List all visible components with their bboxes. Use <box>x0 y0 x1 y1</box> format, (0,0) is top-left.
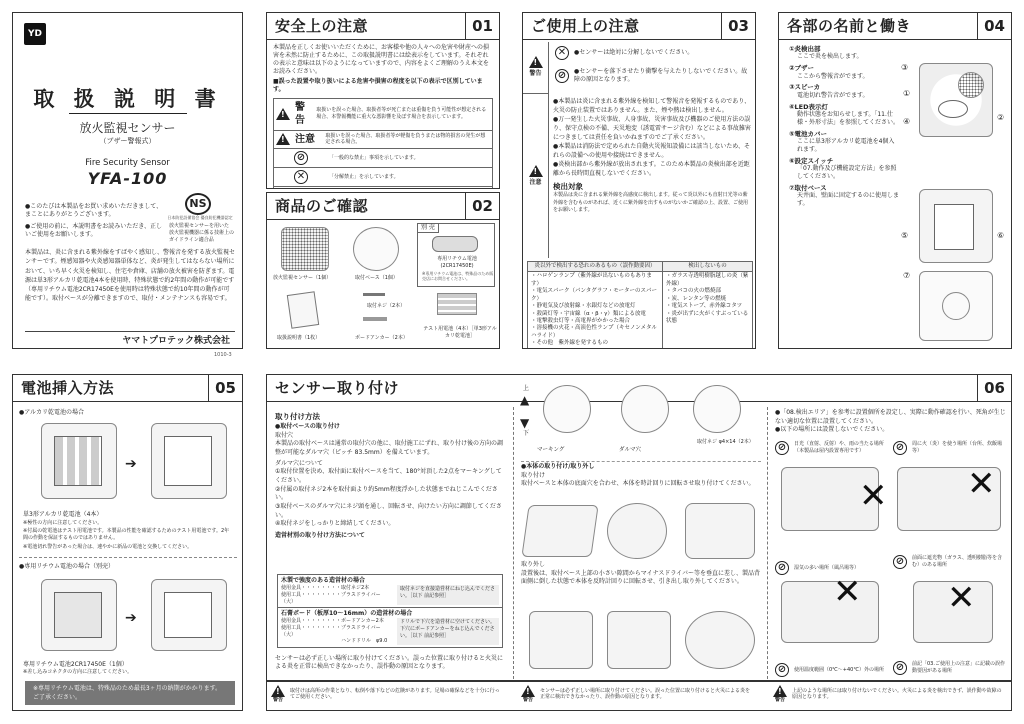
attach-illustration-1 <box>521 505 598 557</box>
part-name: ⑤電池カバー <box>789 129 828 138</box>
prohibit-icon: ⊘ <box>775 663 789 677</box>
warning-label: 警告 <box>774 697 785 703</box>
lithium-lead-time-banner: ※専用リチウム電池は、特殊品のため最長3ヶ月の納期がかかります。ご了承ください。 <box>25 681 235 705</box>
base-mount-heading: ●取付ベースの取り付け <box>275 422 340 430</box>
false-trigger-item: ・溶接機の火花・高演色性ランプ（キセノンメタルハライド） <box>531 325 658 339</box>
gypsum-drill: ハンドドリル φ9.0 <box>341 638 388 645</box>
prohibit-icon: ⊘ <box>893 555 907 569</box>
caution-item-1: ●本製品は炎に含まれる紫外線を検知して警報音を発報するものであり、火災の防止装置ではありません。また、煙や熱は検出しません。 <box>553 98 751 114</box>
cover-panel <box>12 12 243 349</box>
part-name: ③スピーカ <box>789 83 821 92</box>
attach-heading: 取り付け <box>521 471 546 479</box>
footer-warning-1: 取付けは高所の作業となり、転倒や落下などの危険があります。足場の確保などを十分に行ってご使用ください。 <box>290 687 500 701</box>
lithium-note: ※差し込みコネクタの方向に注意してください。 <box>23 669 133 675</box>
alkaline-open-illustration <box>41 423 117 499</box>
optional-label: 別 売 <box>418 224 439 233</box>
footer-warning-3: 上記のような場所には取り付けないでください。火災による炎を検出できず、誤作動や故障の原因となります。 <box>792 687 1002 701</box>
screw-label: 取付ネジ（2本） <box>367 303 406 309</box>
manual-illustration <box>287 291 319 329</box>
section-number: 05 <box>208 375 242 401</box>
section-title: 安全上の注意 <box>275 16 369 35</box>
false-trigger-item: ・電撃殺虫灯等・高電界がかかった場合 <box>531 317 631 324</box>
warning-icon <box>529 56 543 68</box>
bathroom-scene-illustration <box>781 581 879 643</box>
manual-label: 取扱説明書（1枚） <box>277 335 321 341</box>
false-trigger-item: ・静電気及び放射線・水銀灯などの放電灯 <box>531 303 636 310</box>
product-subtitle: （ブザー警報式） <box>99 137 156 145</box>
model-number: YFA-100 <box>87 169 168 188</box>
sensor-back-illustration <box>919 189 993 263</box>
parts-panel <box>778 12 1012 349</box>
detection-table <box>527 261 753 349</box>
test-battery-label: テスト用電池（4本）［単3形アルカリ乾電池］ <box>423 326 497 339</box>
warning-icon <box>271 685 285 697</box>
no-disassemble-icon: ✕ <box>555 46 569 60</box>
warning-item-2: ●センサーを落下させたり衝撃を与えたりしないでください。故障の原因となります。 <box>574 68 748 84</box>
english-name: Fire Security Sensor <box>85 158 170 168</box>
false-trigger-item: ・殺菌灯等・宇宙線（α・β・γ）類による放電 <box>531 310 646 317</box>
warning-item-1: ●センサーは絶対に分解しないでください。 <box>574 48 694 56</box>
product-name: 放火監視センサー <box>79 121 176 135</box>
daruma-hole-label: ダルマ穴 <box>619 447 642 453</box>
section-number: 03 <box>721 13 755 39</box>
remove-illustration-3 <box>685 611 755 669</box>
screw-spec-label: 取付ネジ φ4×14（2本） <box>697 439 754 445</box>
no-disassemble-definition: 「分解禁止」を示しています。 <box>329 173 399 180</box>
safety-panel <box>266 12 500 189</box>
brand-logo: YD <box>24 23 46 45</box>
not-detected-item: ・ガラス寺透明樹脂越しの炎（紫外線） <box>666 273 749 287</box>
not-detected-item: ・炭、レンタン等の燃焼 <box>666 295 727 302</box>
warning-label: 警告 <box>522 697 533 703</box>
prohibit-icon: ⊘ <box>893 661 907 675</box>
alkaline-closed-illustration <box>151 423 227 499</box>
caution-label: 注意 <box>529 178 542 186</box>
gypsum-tool: 使用工具・・・・・・・・プラスドライバー（大） <box>281 624 381 638</box>
base-step-3-illustration <box>693 385 741 433</box>
prohibit-icon: ⊘ <box>294 151 308 165</box>
footer-warning-2: センサーは必ず正しい場所に取り付けてください。誤った位置に取り付けると火災による炎を正常に検出できなかったり、誤作動の原因となります。 <box>540 687 751 701</box>
part-name: ⑥設定スイッチ <box>789 156 834 165</box>
daruma-heading: ダルマ穴について <box>275 459 323 467</box>
false-trigger-header: 炎以外で検出する恐れのあるもの（誤作動要因） <box>528 262 663 272</box>
attach-illustration-2 <box>607 503 667 559</box>
caution-triangle-icon <box>276 133 290 145</box>
callout-5: ⑤ <box>901 231 909 240</box>
forbidden-x-icon: ✕ <box>859 476 888 516</box>
alkaline-caption: 単3形アルカリ乾電池（4本） <box>23 511 103 518</box>
lithium-battery-illustration <box>432 236 478 252</box>
mounting-base-illustration <box>919 271 993 341</box>
warning-icon <box>773 685 787 697</box>
attach-illustration-3 <box>685 503 755 559</box>
detection-title: 検出対象 <box>553 182 583 191</box>
mounting-note: センサーは必ず正しい場所に取り付けてください。誤った位置に取り付けると火災による炎を正常に検出できなかったり、誤作動の原因となります。 <box>275 655 504 671</box>
contents-panel <box>266 192 500 349</box>
warning-label: 警告 <box>295 101 305 127</box>
caution-label: 注意 <box>295 133 315 145</box>
daruma-step-2: ②付属の取付ネジ2本を取付面より約5mm程度浮かした状態までねじこんでください。 <box>275 485 498 502</box>
warning-triangle-icon <box>276 108 290 120</box>
section-number: 04 <box>977 13 1011 39</box>
callout-7: ⑦ <box>903 271 911 280</box>
up-arrow-icon: ▲ <box>520 393 530 407</box>
caution-item-3: ●本製品は消防法で定められた自動火災報知設備には該当しないため、それらの設備への使用や接続はできません。 <box>553 143 750 159</box>
alkaline-note-2: ※付属の乾電池はテスト用電池です。本製品の性能を確認するためのテスト用電池です。2年間の作動を保証するものではありません。 <box>23 528 230 541</box>
forbidden-place-6: 前記「03.ご使用上の注意」に記載の誤作動要因がある場所 <box>912 661 1005 674</box>
part-desc: 動作状態をお知らせします。「11.仕様・外形寸法」を参照してください。 <box>797 111 900 126</box>
forbidden-place-2: 周に火（炎）を使う場所（台所、炊飯場等） <box>912 441 1003 454</box>
base-step-1-illustration <box>543 385 591 433</box>
prohibit-definition: 「一般的な禁止」事項を示しています。 <box>329 154 419 161</box>
prohibit-icon: ⊘ <box>775 561 789 575</box>
false-trigger-item: ・電気スパーク（パンタグラフ・モーターのスパーク） <box>531 288 658 302</box>
do-not-install-heading: ●以下の場所には設置しないでください。 <box>775 426 889 434</box>
document-title: 取 扱 説 明 書 <box>33 87 222 111</box>
gypsum-tip: ドリルで下穴を造営材に空けてください。下穴にボードアンカーをねじ込んでください。［以下 前記参照］ <box>397 618 499 645</box>
part-name: ①炎検出部 <box>789 45 821 53</box>
test-batteries-illustration <box>437 293 477 315</box>
no-disassemble-icon: ✕ <box>294 170 308 184</box>
company-name: ヤマトプロテック株式会社 <box>122 336 230 346</box>
greeting-2: ●ご使用の前に、本説明書をお読みいただき、正しいご使用をお願いします。 <box>25 223 162 239</box>
mounting-method-title: 取り付け方法 <box>275 412 320 421</box>
arrow-icon: ➔ <box>125 456 137 472</box>
part-name: ④LED表示灯 <box>789 102 828 111</box>
forbidden-x-icon: ✕ <box>967 464 996 504</box>
false-trigger-item: ・ハロゲンランプ（紫外線が出ないものもあります） <box>531 273 652 287</box>
forbidden-place-4: 前面に遮光物（ガラス、透明樹脂等を含む）のある場所 <box>912 555 1003 568</box>
part-desc: ここに単3形アルカリ乾電池を4個入れます。 <box>797 138 895 153</box>
part-desc: 電池切れ警告音がでます。 <box>797 91 869 99</box>
part-desc: 天井面、壁面に固定するのに使用します。 <box>797 192 900 208</box>
wood-tip: 取付ネジを直接造営材にねじ込んでください。［以下 前記参照］ <box>397 585 499 605</box>
remove-heading: 取り外し <box>521 561 546 568</box>
forbidden-x-icon: ✕ <box>947 578 976 618</box>
not-detected-item: ・タバコの火の燃焼部 <box>666 288 721 295</box>
ns-caption: 日本防犯設備協会 優良防犯機器認定 <box>167 215 233 220</box>
anchor-illustration <box>363 317 387 321</box>
daruma-step-4: ④取付ネジをしっかりと締結してください。 <box>275 520 395 528</box>
daruma-step-3: ③取付ベースのダルマ穴にネジ頭を通し、回転させ、向けたい方向に調節してください。 <box>275 503 502 519</box>
gypsum-parts: 使用金具・・・・・・・・ボードアンカー2本 <box>281 618 384 625</box>
base-step-2-illustration <box>621 385 669 433</box>
wood-heading: 木製で強度のある造営材の場合 <box>281 577 366 584</box>
detection-text: 本製品は炎に含まれる紫外線を高感度に検出します。従って炎以外にも直射日光等の紫外線を含むものがあれば、近くに紫外線を出すものがないかご確認の上、設置、ご使用をお願いします。 <box>553 192 749 214</box>
warning-icon <box>521 685 535 697</box>
prohibit-icon: ⊘ <box>555 69 569 83</box>
callout-1: ① <box>903 89 911 98</box>
caution-item-4: ●炎検出部から紫外線が放出されます。このため本製品の炎検出部を近距離から長時間直視しないでください。 <box>553 161 750 177</box>
base-label: 取付ベース（1個） <box>355 275 398 281</box>
body-mount-heading: ●本体の取り付け/取り外し <box>521 463 595 470</box>
caution-definition: 取扱いを誤った場合、取扱者等が軽傷を負うまたは物的損害の発生が想定される場合。 <box>325 132 486 146</box>
callout-3: ③ <box>901 63 909 72</box>
section-title: 各部の名前と働き <box>787 16 912 35</box>
section-title: センサー取り付け <box>275 378 400 397</box>
marking-label: マーキング <box>537 447 565 453</box>
base-illustration <box>353 227 399 271</box>
forbidden-place-1: 日光（直射、反射）や、雨の当たる場所（本製品は屋内設置専用です） <box>794 441 884 454</box>
battery-panel <box>12 374 243 711</box>
not-detected-item: ・炎が出ずに火がくすぶっている状態 <box>666 310 749 324</box>
part-name: ⑦取付ベース <box>789 183 827 192</box>
usage-notes-panel <box>522 12 756 349</box>
alkaline-heading: ●アルカリ乾電池の場合 <box>19 409 84 416</box>
hole-heading: 取付穴 <box>275 431 294 439</box>
section-title: 商品のご確認 <box>275 196 369 215</box>
remove-illustration-1 <box>529 611 593 669</box>
caution-icon <box>529 165 543 177</box>
optional-box <box>417 223 495 287</box>
sensor-front-illustration <box>919 63 993 137</box>
anchor-label: ボードアンカー（2本） <box>355 335 408 341</box>
lithium-note: ※専用リチウム電池は、特殊品のため販売店にお問合せください。 <box>422 271 494 282</box>
lithium-closed-illustration <box>151 579 227 651</box>
caution-item-2: ●万一発生した火災事故、人身事故、災害事故及び機器のご使用方法の誤り、保守点検の不備、天災地変（誘電雷サージ含む）などによる事故雑害につきましては責任を負いかねますのでご了承ください。 <box>553 116 751 141</box>
warning-label: 警告 <box>529 70 542 78</box>
remove-text: 設置後は、取付ベース上部の小さい隙間からマイナスドライバー等を垂直に差し、製品背面側に倒した状態で本体を反時計回りに回転させ、引き出し取り外してください。 <box>521 569 761 586</box>
attach-text: 取付ベースと本体の底面穴を合わせ、本体を時計回りに回転させ取り付けてください。 <box>521 480 755 488</box>
gypsum-heading: 石膏ボード（板厚10～16mm）の造営材の場合 <box>281 610 413 617</box>
up-label: 上 <box>523 385 530 392</box>
alkaline-note-1: ※極性の方向に注意してください。 <box>23 520 103 526</box>
section-number: 01 <box>465 13 499 39</box>
product-description: 本製品は、炎に含まれる紫外線をすばやく感知し、警報音を発する放火監視センサーです。煙感知器や火炎感知器単体など、炎が発生してはならない場所において、いち早く火災を検知し、住宅や倉庫、店舗の放火被害を防ぎます。電源は単3形アルカリ乾電池4本を使用時、特殊状態で約2年間の動作が可能です（専用リチウム電池2CR17450Eを使用時は特殊状態で約10年間の動作が可能です）。取付ベースが分離できますので、取付・メンテナンスも容易です。 <box>25 249 236 303</box>
wood-tool: 使用工具・・・・・・・・プラスドライバー（大） <box>281 591 381 605</box>
lithium-label: 専用リチウム電池 (2CR17450E) <box>437 256 477 269</box>
greeting-1: ●このたびは本製品をお買い求めいただきまして、まことにありがとうございます。 <box>25 203 163 219</box>
screw-illustration <box>363 293 385 296</box>
not-detected-header: 検出しないもの <box>663 262 753 272</box>
part-desc: 「07.動作及び機能設定方法」を参照してください。 <box>797 165 897 180</box>
sensor-label: 放火監視センサー（1個） <box>273 275 332 281</box>
safety-intro: 本製品を正しくお使いいただくために、お客様や他の人々への危害や財産への損害を未然に防止するために、この取扱説明書には絵表示をしています。それぞれの表示と意味は以下のようになっていますので、内容をよくご理解のうえ本文をお読みください。 <box>273 44 490 76</box>
down-arrow-icon: ▼ <box>520 416 530 430</box>
alkaline-note-3: ※電池切れ警告があった場合は、速やかに新品の電池と交換してください。 <box>23 544 193 550</box>
callout-2: ② <box>997 113 1005 122</box>
warning-label: 警告 <box>272 697 283 703</box>
prohibit-icon: ⊘ <box>893 441 907 455</box>
lithium-caption: 専用リチウム電池2CR17450E（1個） <box>23 661 128 668</box>
callout-6: ⑥ <box>997 231 1005 240</box>
lithium-heading: ●専用リチウム電池の場合（別売） <box>19 563 115 570</box>
false-trigger-item: ・その他 紫外線を発するもの <box>531 340 609 347</box>
hole-text: 本製品の取付ベースは通常の取付穴の他に、取付施工にずれ、取り付け後の方向の調整が可能なダルマ穴（ピッチ 83.5mm）を備えています。 <box>275 440 504 456</box>
safety-subheading: ■誤った設置や取り扱いによる危害や損害の程度を以下の表示で区別しています。 <box>273 78 483 94</box>
down-label: 下 <box>523 430 530 437</box>
part-desc: ここから警報音がでます。 <box>797 72 869 80</box>
section-title: 電池挿入方法 <box>21 378 115 397</box>
ns-note: 放火監視センサーを用いた 放火監視機器に係る技術上のガイドライン適合品 <box>169 223 235 243</box>
arrow-icon: ➔ <box>125 610 137 626</box>
section-number: 02 <box>465 193 499 219</box>
ns-certification-mark: NS <box>185 193 211 215</box>
document-code: 1010-3 <box>214 352 232 358</box>
wood-parts: 使用金具・・・・・・・・取付ネジ2本 <box>281 585 370 592</box>
prohibit-icon: ⊘ <box>775 441 789 455</box>
detection-area-note: ●「08.検出エリア」を参考に設置個所を設定し、実際に動作確認を行い、死角が生じない適切な位置に設置してください。 <box>775 409 1006 425</box>
section-number: 06 <box>977 375 1011 401</box>
warning-definition: 取扱いを誤った場合、取扱者等が死亡または重傷を負う可能性が想定される場合、本警報機能に重大な悪影響を及ぼす場合を表示しています。 <box>316 107 487 121</box>
daruma-step-1: ①取付位置を決め、取付面に取付ベースを当て、180°対頂した2点をマーキングしてください。 <box>275 468 502 484</box>
forbidden-x-icon: ✕ <box>833 572 862 612</box>
not-detected-item: ・電気ストーブ、赤外線コタツ <box>666 303 743 310</box>
material-heading: 造営材別の取り付け方法について <box>275 532 365 540</box>
part-name: ②ブザー <box>789 64 815 73</box>
forbidden-place-3: 湿気の多い場所（風呂場等） <box>794 564 860 571</box>
part-desc: ここで炎を検出します。 <box>797 53 863 61</box>
forbidden-place-5: 使用温度範囲（0℃～+40℃）外の場所 <box>794 666 884 673</box>
remove-illustration-2 <box>607 611 671 669</box>
section-title: ご使用上の注意 <box>531 16 640 35</box>
mounting-panel <box>266 374 1012 711</box>
lithium-open-illustration <box>41 579 117 651</box>
sensor-illustration <box>281 227 329 271</box>
callout-4: ④ <box>903 117 911 126</box>
